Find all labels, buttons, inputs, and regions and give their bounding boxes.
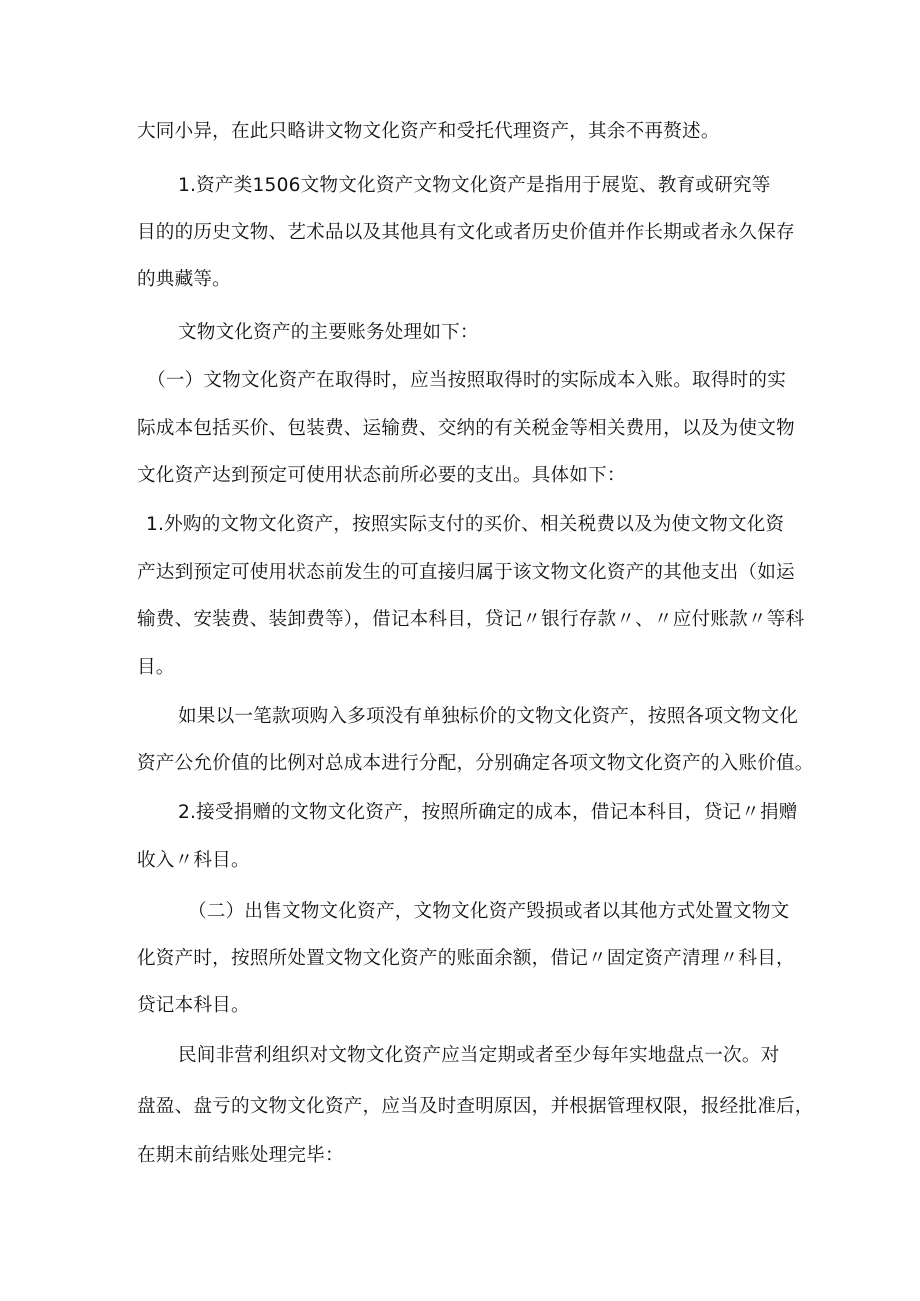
paragraph-line-19: 贷记本科目。 bbox=[137, 995, 250, 1016]
paragraph-line-4: 的典藏等。 bbox=[137, 269, 231, 290]
paragraph-line-10: 产达到预定可使用状态前发生的可直接归属于该文物文化资产的其他支出（如运 bbox=[137, 562, 795, 583]
paragraph-line-7: 际成本包括买价、包装费、运输费、交纳的有关税金等相关费用，以及为使文物 bbox=[137, 418, 795, 439]
paragraph-line-8: 文化资产达到预定可使用状态前所必要的支出。具体如下： bbox=[137, 465, 626, 486]
paragraph-line-11: 输费、安装费、装卸费等），借记本科目，贷记〃银行存款〃、〃应付账款〃等科 bbox=[137, 609, 805, 630]
paragraph-line-17: （二）出售文物文化资产，文物文化资产毁损或者以其他方式处置文物文 bbox=[188, 901, 790, 922]
paragraph-line-16: 收入〃科目。 bbox=[137, 850, 250, 871]
paragraph-line-21: 盘盈、盘亏的文物文化资产，应当及时查明原因，并根据管理权限，报经批准后， bbox=[137, 1096, 814, 1117]
paragraph-line-12: 目。 bbox=[137, 657, 175, 678]
paragraph-line-5: 文物文化资产的主要账务处理如下： bbox=[178, 322, 479, 343]
paragraph-line-18: 化资产时，按照所处置文物文化资产的账面余额，借记〃固定资产清理〃科目， bbox=[137, 948, 795, 969]
paragraph-line-22: 在期末前结账处理完毕： bbox=[137, 1145, 344, 1166]
paragraph-line-9: 1.外购的文物文化资产，按照实际支付的买价、相关税费以及为使文物文化资 bbox=[146, 514, 785, 535]
paragraph-line-15: 2.接受捐赠的文物文化资产，按照所确定的成本，借记本科目，贷记〃捐赠 bbox=[178, 802, 798, 823]
paragraph-line-14: 资产公允价值的比例对总成本进行分配，分别确定各项文物文化资产的入账价值。 bbox=[137, 753, 814, 774]
paragraph-line-1: 大同小异，在此只略讲文物文化资产和受托代理资产，其余不再赘述。 bbox=[137, 121, 720, 142]
paragraph-line-13: 如果以一笔款项购入多项没有单独标价的文物文化资产，按照各项文物文化 bbox=[178, 706, 799, 727]
paragraph-line-6: （一）文物文化资产在取得时，应当按照取得时的实际成本入账。取得时的实 bbox=[147, 370, 786, 391]
paragraph-line-3: 目的的历史文物、艺术品以及其他具有文化或者历史价值并作长期或者永久保存 bbox=[137, 222, 795, 243]
paragraph-line-20: 民间非营利组织对文物文化资产应当定期或者至少每年实地盘点一次。对 bbox=[178, 1045, 780, 1066]
paragraph-line-2: 1.资产类1506文物文化资产文物文化资产是指用于展览、教育或研究等 bbox=[178, 175, 771, 196]
